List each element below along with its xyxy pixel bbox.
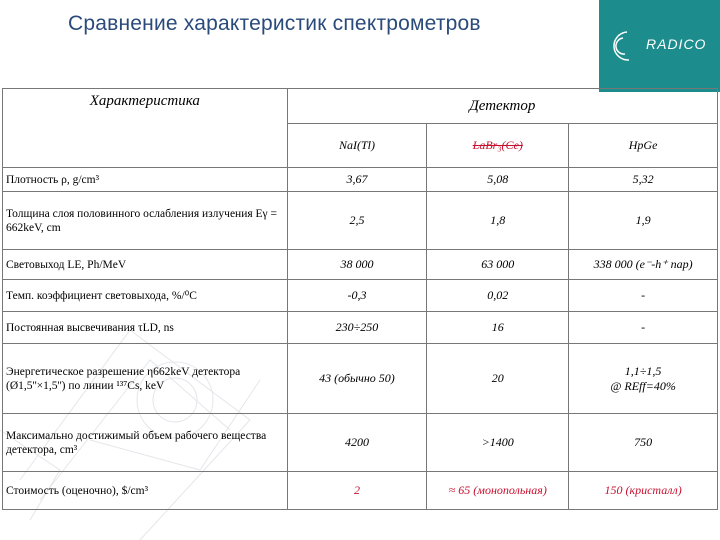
row-label-light-yield: Световыход LE, Ph/MeV (3, 250, 288, 280)
cell-value: 63 000 (427, 250, 569, 280)
row-label-temp-coefficient: Темп. коэффициент световыхода, %/⁰C (3, 280, 288, 312)
cell-value: 20 (427, 344, 569, 414)
cell-value: 230÷250 (287, 312, 427, 344)
cell-value: 338 000 (e⁻-h⁺ пар) (569, 250, 718, 280)
detector-hpge: HpGe (569, 124, 718, 168)
row-label-density: Плотность ρ, g/cm³ (3, 168, 288, 192)
cell-value: 750 (569, 414, 718, 472)
cell-value: 0,02 (427, 280, 569, 312)
header-characteristic: Характеристика (3, 89, 288, 168)
cell-value: -0,3 (287, 280, 427, 312)
row-label-cost: Стоимость (оценочно), $/cm³ (3, 472, 288, 510)
cell-value: ≈ 65 (монопольная) (427, 472, 569, 510)
table-row (3, 312, 718, 344)
cell-value: >1400 (427, 414, 569, 472)
table-header-row (3, 89, 718, 124)
row-label-max-volume: Максимально достижимый объем рабочего вещества детектора, cm³ (3, 414, 288, 472)
table-row (3, 192, 718, 250)
cell-value: 5,32 (569, 168, 718, 192)
table-row (3, 472, 718, 510)
cell-value: 2,5 (287, 192, 427, 250)
row-label-decay-time: Постоянная высвечивания τLD, ns (3, 312, 288, 344)
cell-value: 16 (427, 312, 569, 344)
spectrometer-comparison-table (2, 88, 718, 510)
slide-title: Сравнение характеристик спектрометров (68, 12, 481, 35)
table-row (3, 280, 718, 312)
detector-labr: LaBr₃(Ce) (427, 124, 569, 168)
cell-value: 2 (287, 472, 427, 510)
cell-value: 5,08 (427, 168, 569, 192)
header-detector: Детектор (287, 89, 717, 124)
cell-value: 43 (обычно 50) (287, 344, 427, 414)
cell-value: 38 000 (287, 250, 427, 280)
cell-value-hpge-resolution (569, 344, 718, 414)
cell-value: - (569, 280, 718, 312)
cell-value: 1,9 (569, 192, 718, 250)
logo-text: RADICO (646, 36, 707, 52)
table-row (3, 168, 718, 192)
row-label-energy-resolution: Энергетическое разрешение η662keV детектора (Ø1,5''×1,5'') по линии ¹³⁷Cs, keV (3, 344, 288, 414)
table-row (3, 344, 718, 414)
row-label-half-value-layer: Толщина слоя половинного ослабления излучения Eγ = 662keV, cm (3, 192, 288, 250)
resolution-efficiency: @ REff=40% (610, 378, 676, 393)
detector-nai: NaI(Tl) (287, 124, 427, 168)
cell-value: 1,8 (427, 192, 569, 250)
cell-value: 4200 (287, 414, 427, 472)
resolution-range: 1,1÷1,5 (624, 363, 662, 378)
cell-value: - (569, 312, 718, 344)
table-row (3, 250, 718, 280)
cell-value: 150 (кристалл) (569, 472, 718, 510)
cell-value: 3,67 (287, 168, 427, 192)
table-row (3, 414, 718, 472)
